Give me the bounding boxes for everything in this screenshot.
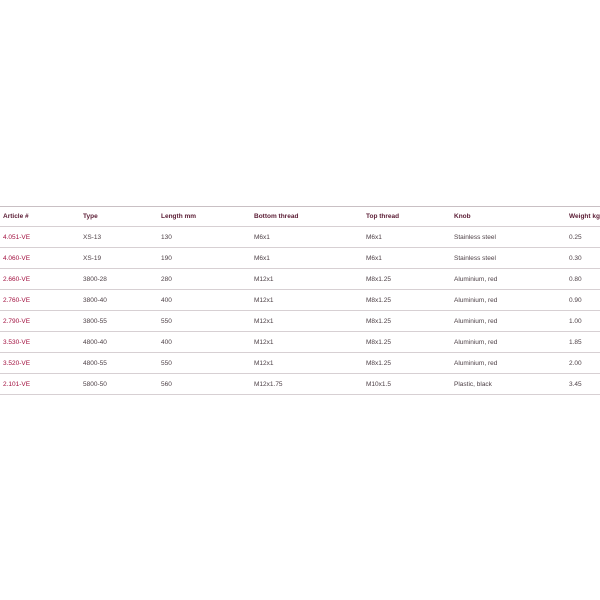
- header-bottom-thread: Bottom thread: [251, 207, 363, 227]
- cell-length: 190: [158, 248, 251, 269]
- table-row: [0, 248, 600, 269]
- cell-top-thread: M8x1.25: [363, 269, 451, 290]
- article-link[interactable]: 2.101-VE: [0, 374, 80, 395]
- cell-weight: 0.80: [566, 269, 600, 290]
- cell-top-thread: M8x1.25: [363, 311, 451, 332]
- cell-weight: 0.25: [566, 227, 600, 248]
- cell-weight: 0.30: [566, 248, 600, 269]
- cell-type: 5800-50: [80, 374, 158, 395]
- cell-type: 3800-40: [80, 290, 158, 311]
- header-top-thread: Top thread: [363, 207, 451, 227]
- cell-knob: Plastic, black: [451, 374, 566, 395]
- cell-bottom-thread: M6x1: [251, 227, 363, 248]
- cell-type: XS-19: [80, 248, 158, 269]
- table-row: [0, 332, 600, 353]
- cell-top-thread: M8x1.25: [363, 290, 451, 311]
- table-row: [0, 227, 600, 248]
- cell-bottom-thread: M12x1: [251, 353, 363, 374]
- cell-bottom-thread: M12x1.75: [251, 374, 363, 395]
- cell-weight: 0.90: [566, 290, 600, 311]
- article-link[interactable]: 2.760-VE: [0, 290, 80, 311]
- header-article: Article #: [0, 207, 80, 227]
- cell-top-thread: M8x1.25: [363, 332, 451, 353]
- cell-knob: Stainless steel: [451, 227, 566, 248]
- table-header-row: [0, 207, 600, 227]
- article-link[interactable]: 4.051-VE: [0, 227, 80, 248]
- article-link[interactable]: 3.520-VE: [0, 353, 80, 374]
- cell-length: 400: [158, 290, 251, 311]
- cell-weight: 3.45: [566, 374, 600, 395]
- cell-knob: Aluminium, red: [451, 269, 566, 290]
- cell-length: 550: [158, 353, 251, 374]
- cell-bottom-thread: M12x1: [251, 269, 363, 290]
- cell-type: 4800-55: [80, 353, 158, 374]
- table-row: [0, 269, 600, 290]
- cell-knob: Aluminium, red: [451, 332, 566, 353]
- header-length: Length mm: [158, 207, 251, 227]
- cell-top-thread: M6x1: [363, 227, 451, 248]
- cell-type: 3800-28: [80, 269, 158, 290]
- cell-top-thread: M6x1: [363, 248, 451, 269]
- cell-weight: 1.85: [566, 332, 600, 353]
- article-link[interactable]: 2.790-VE: [0, 311, 80, 332]
- cell-top-thread: M10x1.5: [363, 374, 451, 395]
- cell-bottom-thread: M12x1: [251, 290, 363, 311]
- cell-length: 280: [158, 269, 251, 290]
- header-knob: Knob: [451, 207, 566, 227]
- cell-type: 4800-40: [80, 332, 158, 353]
- table-row: [0, 374, 600, 395]
- table-row: [0, 311, 600, 332]
- cell-weight: 2.00: [566, 353, 600, 374]
- cell-bottom-thread: M6x1: [251, 248, 363, 269]
- article-link[interactable]: 3.530-VE: [0, 332, 80, 353]
- cell-bottom-thread: M12x1: [251, 332, 363, 353]
- article-link[interactable]: 2.660-VE: [0, 269, 80, 290]
- article-link[interactable]: 4.060-VE: [0, 248, 80, 269]
- cell-length: 550: [158, 311, 251, 332]
- cell-knob: Aluminium, red: [451, 353, 566, 374]
- cell-length: 560: [158, 374, 251, 395]
- table-row: [0, 290, 600, 311]
- cell-top-thread: M8x1.25: [363, 353, 451, 374]
- cell-length: 130: [158, 227, 251, 248]
- cell-type: 3800-55: [80, 311, 158, 332]
- product-specs-table: [0, 206, 600, 395]
- cell-knob: Aluminium, red: [451, 290, 566, 311]
- cell-knob: Stainless steel: [451, 248, 566, 269]
- product-table-container: [0, 206, 600, 395]
- cell-bottom-thread: M12x1: [251, 311, 363, 332]
- table-row: [0, 353, 600, 374]
- header-weight: Weight kg: [566, 207, 600, 227]
- header-type: Type: [80, 207, 158, 227]
- cell-knob: Aluminium, red: [451, 311, 566, 332]
- cell-length: 400: [158, 332, 251, 353]
- cell-type: XS-13: [80, 227, 158, 248]
- cell-weight: 1.00: [566, 311, 600, 332]
